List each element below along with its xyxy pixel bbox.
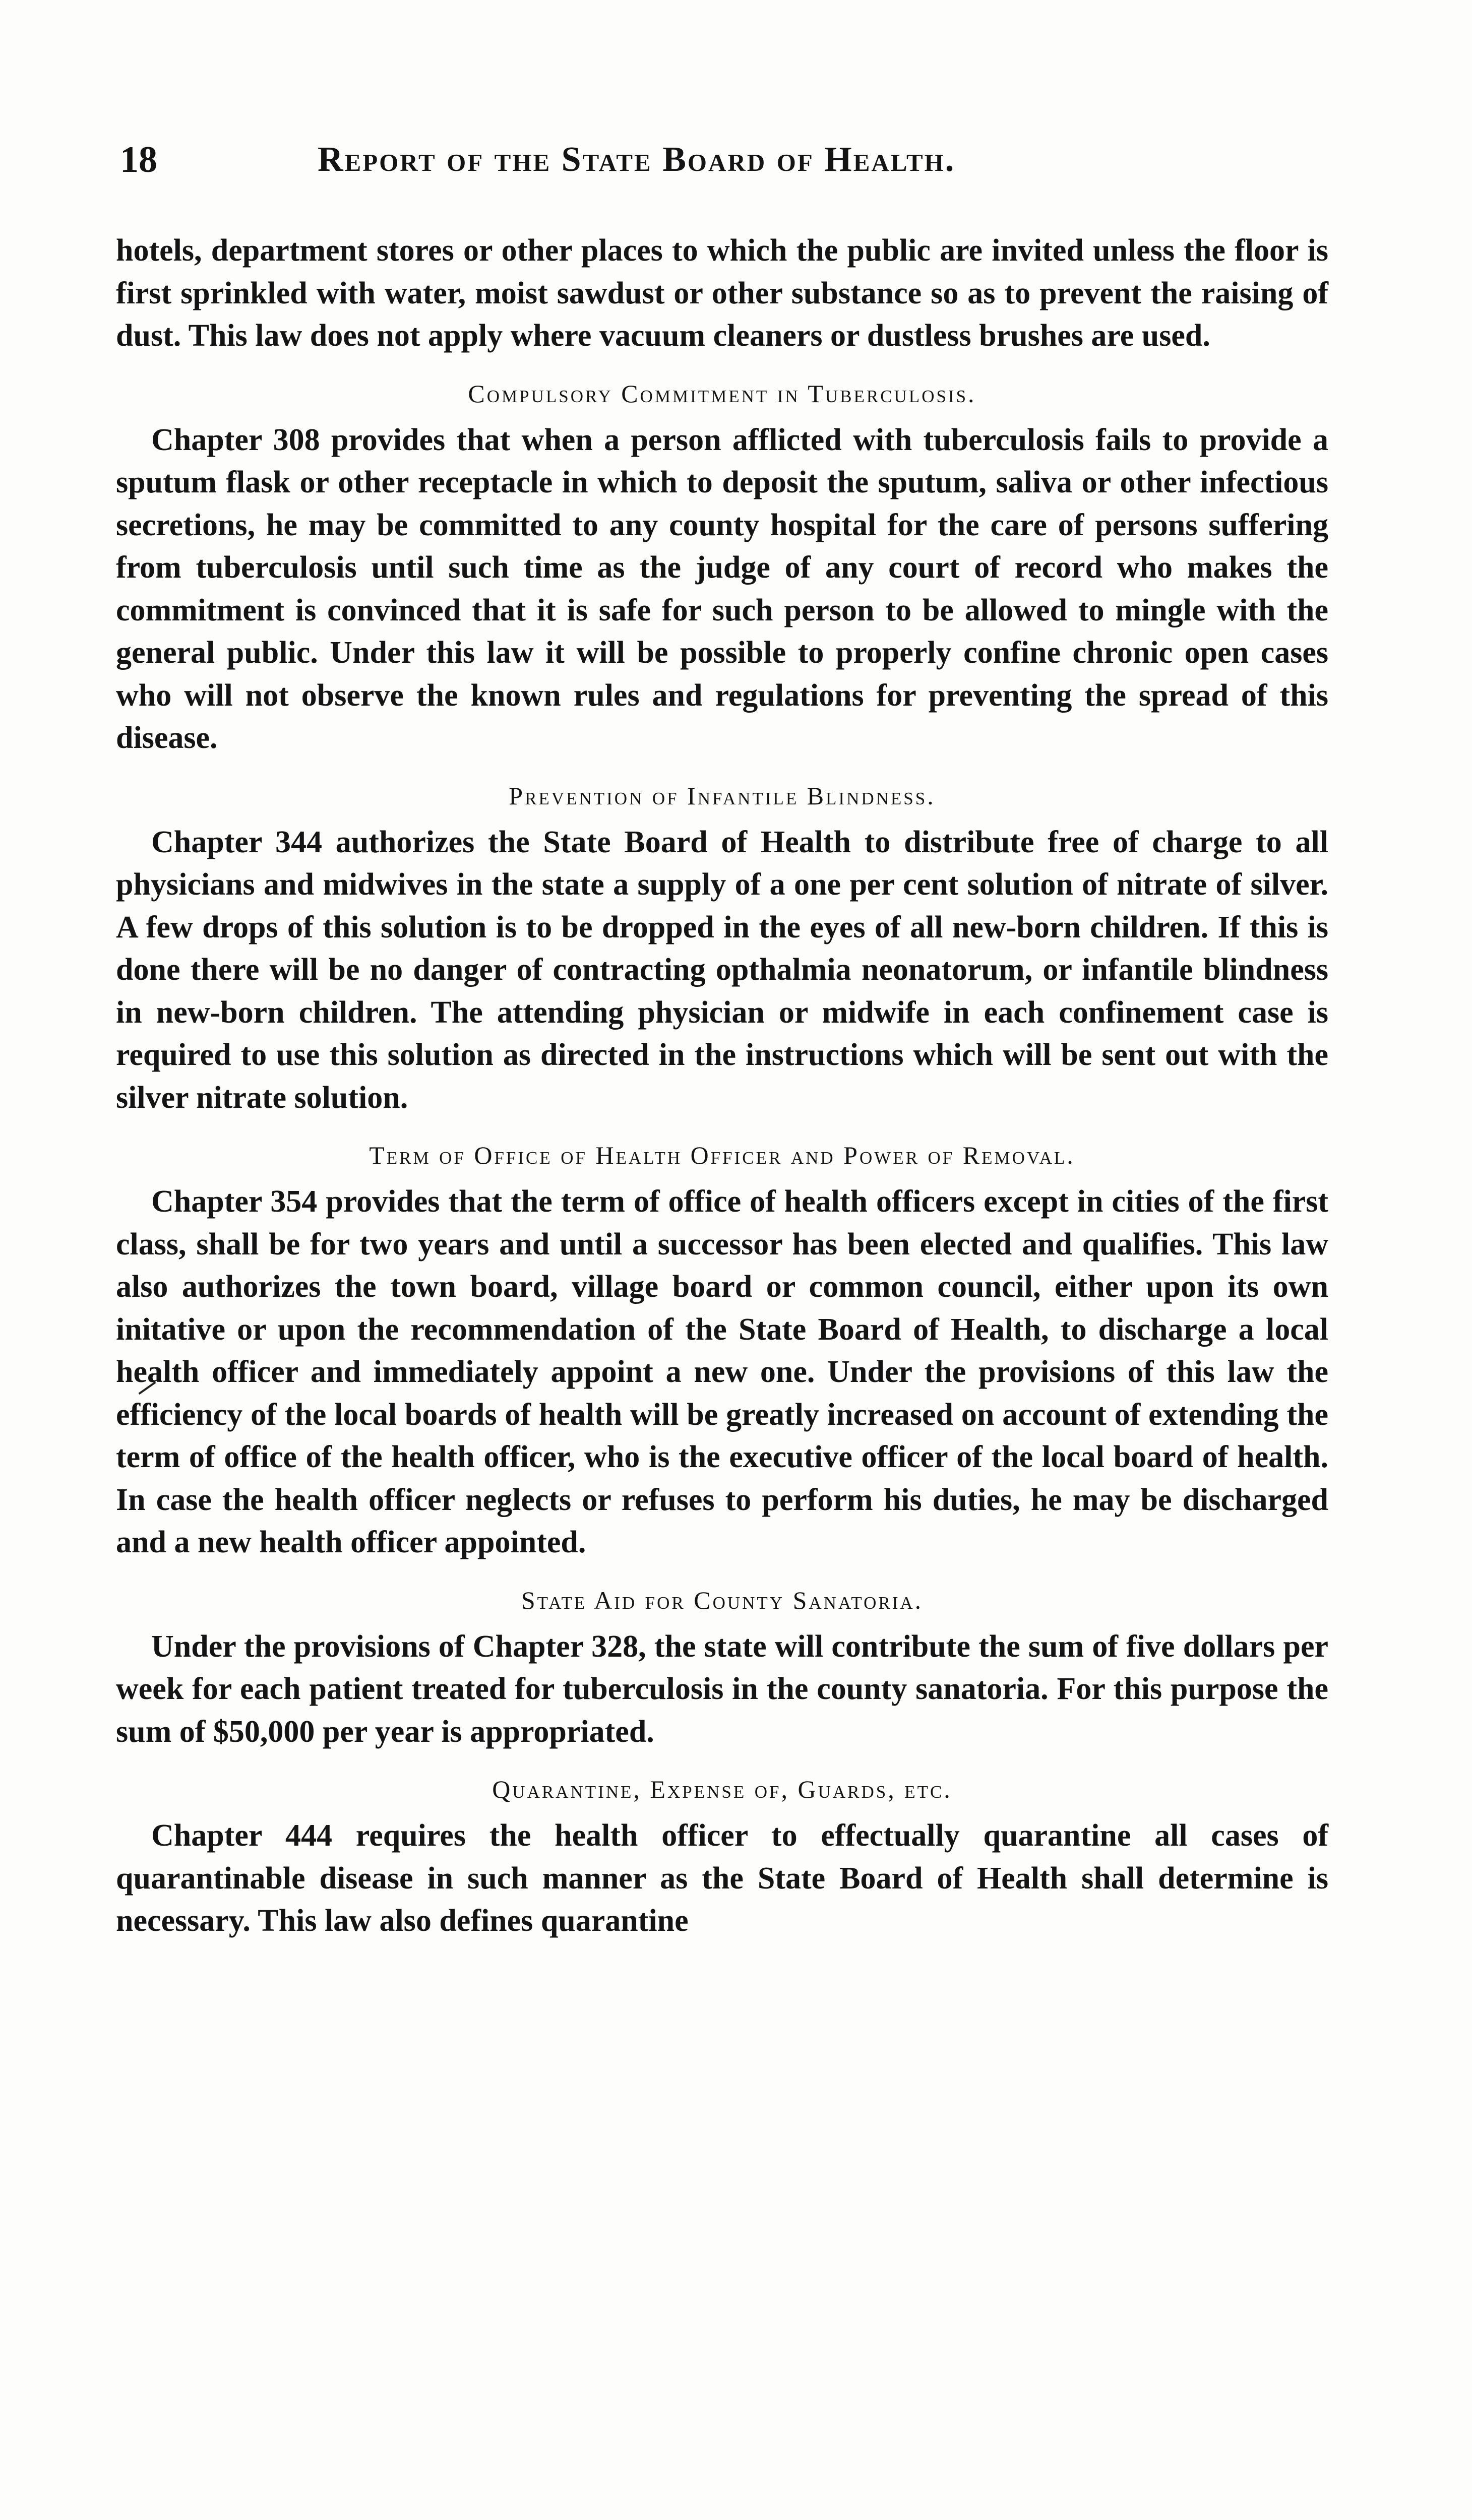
section-heading-quarantine: Quarantine, Expense of, Guards, etc. bbox=[492, 1775, 952, 1803]
running-head bbox=[116, 137, 1331, 182]
running-title: Report of the State Board of Health. bbox=[318, 140, 956, 179]
section-body-tuberculosis-commitment: Chapter 308 provides that when a person afflicted with tuberculosis fails to provide a sputum flask or other receptacle in which to deposit the sputum, saliva or other infectious secretions, he may be committed to any county hospital for the care of persons suffering from tuberculosis until such time as the judge of any court of record who makes the commitment is convinced that it is safe for such person to be allowed to mingle with the general public. Under this law it will be possible to properly confine chronic open cases who will not observe the known rules and regulations for preventing the spread of this disease. bbox=[116, 422, 1328, 755]
section-body-health-officer-term: Chapter 354 provides that the term of office of health officers except in cities of the first class, shall be for two years and until a successor has been elected and qualifies. This law also authorizes the town board, village board or common council, either upon its own initative or upon the recommendation of the State Board of Health, to discharge a local health officer and immediately appoint a new one. Under the provisions of this law the efficiency of the local boards of health will be greatly increased on account of extending the term of office of the health officer, who is the executive officer of the local board of health. In case the health officer neglects or refuses to perform his duties, he may be discharged and a new health officer appointed. bbox=[116, 1184, 1328, 1559]
section-heading-state-aid-sanatoria: State Aid for County Sanatoria. bbox=[521, 1586, 924, 1614]
section-body-state-aid-sanatoria: Under the provisions of Chapter 328, the state will contribute the sum of five dollars per week for each patient treated for tuberculosis in the county sanatoria. For this purpose the sum of $50,000 per year is appropriated. bbox=[116, 1629, 1328, 1749]
section-heading-health-officer-term: Term of Office of Health Officer and Power of Removal. bbox=[369, 1141, 1075, 1169]
page-number: 18 bbox=[120, 139, 157, 180]
section-body-quarantine: Chapter 444 requires the health officer to effectually quarantine all cases of quarantinable disease in such manner as the State Board of Health shall determine is necessary. This law also defines quarantine bbox=[116, 1818, 1328, 1938]
page-body bbox=[116, 229, 1328, 1942]
intro-paragraph: hotels, department stores or other places to which the public are invited unless the floor is first sprinkled with water, moist sawdust or other substance so as to prevent the raising of dust. This law does not apply where vacuum cleaners or dustless brushes are used. bbox=[116, 233, 1328, 353]
section-heading-tuberculosis-commitment: Compulsory Commitment in Tuberculosis. bbox=[468, 379, 976, 408]
section-body-infantile-blindness: Chapter 344 authorizes the State Board of Health to distribute free of charge to all physicians and midwives in the state a supply of a one per cent solution of nitrate of silver. A few drops of this solution is to be dropped in the eyes of all new-born children. If this is done there will be no danger of contracting opthalmia neonatorum, or infantile blindness in new-born children. The attending physician or midwife in each confinement case is required to use this solution as directed in the instructions which will be sent out with the silver nitrate solution. bbox=[116, 825, 1328, 1115]
section-heading-infantile-blindness: Prevention of Infantile Blindness. bbox=[509, 781, 936, 810]
